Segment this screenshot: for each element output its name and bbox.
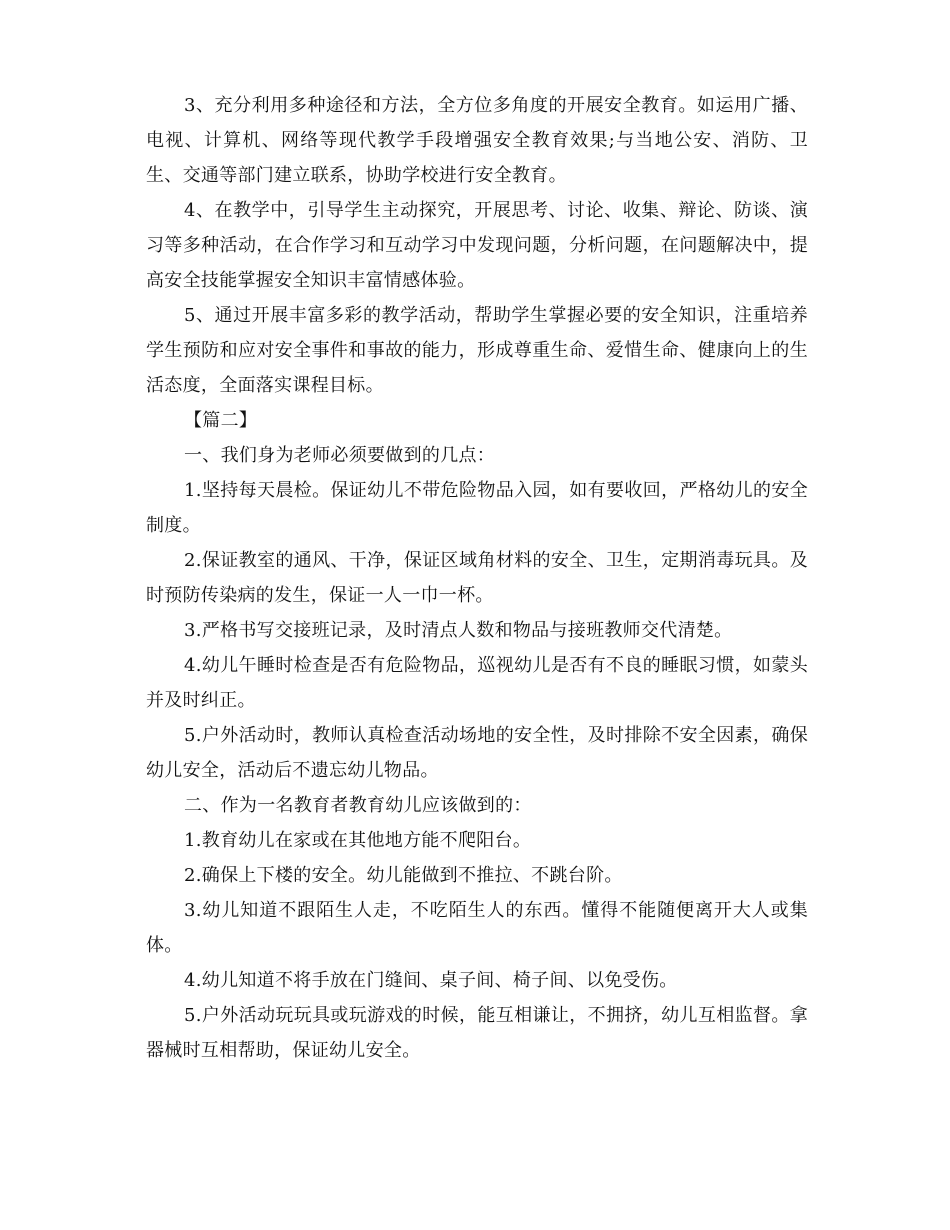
subsection-heading-educators: 二、作为一名教育者教育幼儿应该做到的： bbox=[184, 795, 532, 816]
paragraph-item-3: 3、充分利用多种途径和方法，全方位多角度的开展安全教育。如运用广播、电视、计算机、网络等现代教学手段增强安全教育效果;与当地公安、消防、卫生、交通等部门建立联系，协助学校进行安全教育。 bbox=[146, 95, 808, 186]
list-item: 2.确保上下楼的安全。幼儿能做到不推拉、不跳台阶。 bbox=[184, 865, 623, 886]
list-item: 4.幼儿午睡时检查是否有危险物品，巡视幼儿是否有不良的睡眠习惯，如蒙头并及时纠正。 bbox=[146, 655, 808, 711]
document-body bbox=[146, 88, 808, 1068]
list-item: 1.坚持每天晨检。保证幼儿不带危险物品入园，如有要收回，严格幼儿的安全制度。 bbox=[146, 480, 808, 536]
paragraph-item-5: 5、通过开展丰富多彩的教学活动，帮助学生掌握必要的安全知识，注重培养学生预防和应对安全事件和事故的能力，形成尊重生命、爱惜生命、健康向上的生活态度，全面落实课程目标。 bbox=[146, 305, 808, 396]
list-item: 1.教育幼儿在家或在其他地方能不爬阳台。 bbox=[184, 830, 532, 851]
list-item: 3.幼儿知道不跟陌生人走，不吃陌生人的东西。懂得不能随便离开大人或集体。 bbox=[146, 900, 808, 956]
paragraph-item-4: 4、在教学中，引导学生主动探究，开展思考、讨论、收集、辩论、防谈、演习等多种活动，在合作学习和互动学习中发现问题，分析问题，在问题解决中，提高安全技能掌握安全知识丰富情感体验。 bbox=[146, 200, 808, 291]
section-heading: 【篇二】 bbox=[184, 410, 258, 431]
list-item: 5.户外活动时，教师认真检查活动场地的安全性，及时排除不安全因素，确保幼儿安全，活动后不遗忘幼儿物品。 bbox=[146, 725, 808, 781]
list-item: 4.幼儿知道不将手放在门缝间、桌子间、椅子间、以免受伤。 bbox=[184, 970, 678, 991]
list-item: 5.户外活动玩玩具或玩游戏的时候，能互相谦让，不拥挤，幼儿互相监督。拿器械时互相帮助，保证幼儿安全。 bbox=[146, 1005, 808, 1061]
subsection-heading-teachers: 一、我们身为老师必须要做到的几点： bbox=[184, 445, 496, 466]
list-item: 2.保证教室的通风、干净，保证区域角材料的安全、卫生，定期消毒玩具。及时预防传染病的发生，保证一人一巾一杯。 bbox=[146, 550, 808, 606]
list-item: 3.严格书写交接班记录，及时清点人数和物品与接班教师交代清楚。 bbox=[184, 620, 733, 641]
